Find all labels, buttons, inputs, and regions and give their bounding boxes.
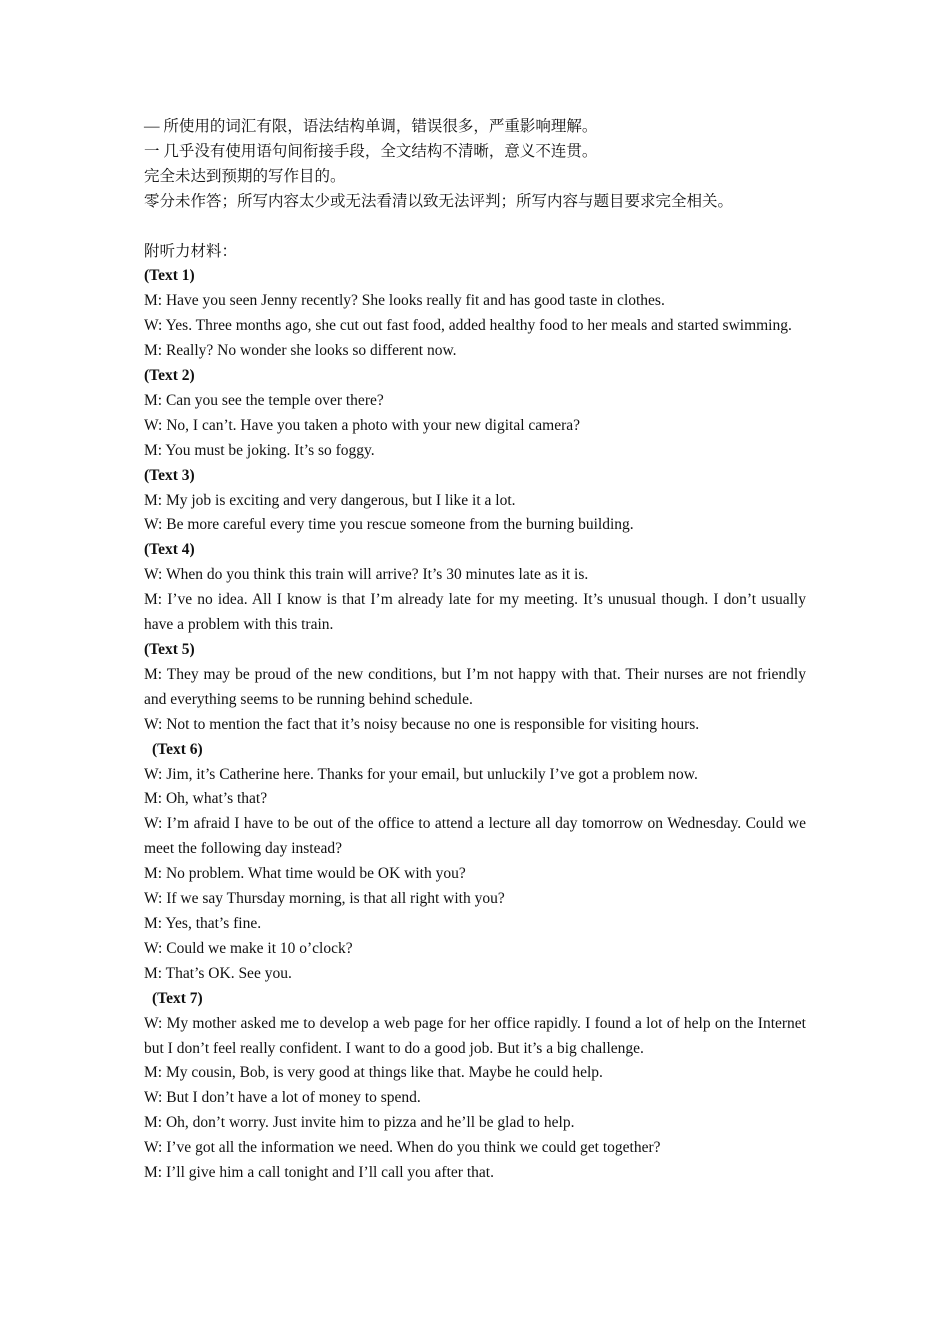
dialogue-line: W: Yes. Three months ago, she cut out fast food, added healthy food to her meals and started swimming. <box>144 317 792 335</box>
dialogue-line: W: No, I can’t. Have you taken a photo with your new digital camera? <box>144 416 581 434</box>
text-heading: (Text 2) <box>144 367 195 385</box>
criterion-line: 一 几乎没有使用语句间衔接手段，全文结构不清晰，意义不连贯。 <box>144 142 598 160</box>
dialogue-line: M: I’ll give him a call tonight and I’ll call you after that. <box>144 1164 494 1182</box>
appendix-title: 附听力材料： <box>144 242 238 260</box>
dialogue-line: M: Have you seen Jenny recently? She looks really fit and has good taste in clothes. <box>144 292 665 310</box>
text-heading: (Text 3) <box>144 466 195 484</box>
text-heading: (Text 4) <box>144 541 195 559</box>
dialogue-line: W: Jim, it’s Catherine here. Thanks for your email, but unluckily I’ve got a problem now. <box>144 765 698 783</box>
dialogue-line: M: Oh, don’t worry. Just invite him to pizza and he’ll be glad to help. <box>144 1114 575 1132</box>
dialogue-line: W: I’m afraid I have to be out of the office to attend a lecture all day tomorrow on Wednesday. Could we meet the following day instead? <box>144 815 806 858</box>
dialogue-line: M: I’ve no idea. All I know is that I’m already late for my meeting. It’s unusual though. I don’t usually have a problem with this train. <box>144 591 806 634</box>
dialogue-line: W: When do you think this train will arrive? It’s 30 minutes late as it is. <box>144 566 589 584</box>
scoring-criteria <box>144 115 806 215</box>
text-heading: (Text 1) <box>144 267 195 285</box>
dialogue-line: W: But I don’t have a lot of money to spend. <box>144 1089 421 1107</box>
dialogue-line: W: My mother asked me to develop a web page for her office rapidly. I found a lot of help on the Internet but I don’t feel really confident. I want to do a good job. But it’s a big challenge. <box>144 1014 806 1057</box>
criterion-line: 零分未作答；所写内容太少或无法看清以致无法评判；所写内容与题目要求完全相关。 <box>144 192 734 210</box>
dialogue-line: W: Be more careful every time you rescue someone from the burning building. <box>144 516 634 534</box>
criterion-line: 完全未达到预期的写作目的。 <box>144 167 346 185</box>
dialogue-line: M: You must be joking. It’s so foggy. <box>144 441 375 459</box>
listening-text-2 <box>144 364 806 464</box>
listening-text-6 <box>144 738 806 987</box>
listening-text-3 <box>144 464 806 539</box>
dialogue-line: W: Could we make it 10 o’clock? <box>144 939 353 957</box>
listening-text-7 <box>144 987 806 1186</box>
dialogue-line: M: Yes, that’s fine. <box>144 914 262 932</box>
dialogue-line: M: They may be proud of the new conditions, but I’m not happy with that. Their nurses are not friendly and everything seems to be running behind schedule. <box>144 665 806 708</box>
criterion-line: — 所使用的词汇有限，语法结构单调，错误很多，严重影响理解。 <box>144 118 598 135</box>
dialogue-line: M: Oh, what’s that? <box>144 790 268 808</box>
dialogue-line: W: Not to mention the fact that it’s noisy because no one is responsible for visiting hours. <box>144 715 700 733</box>
spacer <box>144 215 806 240</box>
listening-text-5 <box>144 638 806 738</box>
listening-text-1 <box>144 264 806 364</box>
dialogue-line: M: Can you see the temple over there? <box>144 391 384 409</box>
dialogue-line: M: My job is exciting and very dangerous, but I like it a lot. <box>144 491 516 509</box>
listening-text-4 <box>144 538 806 638</box>
dialogue-line: M: Really? No wonder she looks so different now. <box>144 342 457 360</box>
dialogue-line: M: My cousin, Bob, is very good at things like that. Maybe he could help. <box>144 1064 603 1082</box>
text-heading: (Text 5) <box>144 641 195 659</box>
dialogue-line: W: If we say Thursday morning, is that all right with you? <box>144 890 505 908</box>
text-heading: (Text 6) <box>152 740 203 758</box>
text-heading: (Text 7) <box>152 989 203 1007</box>
dialogue-line: M: No problem. What time would be OK with you? <box>144 865 466 883</box>
dialogue-line: M: That’s OK. See you. <box>144 964 292 982</box>
dialogue-line: W: I’ve got all the information we need. When do you think we could get together? <box>144 1139 661 1157</box>
document-page <box>144 115 806 1186</box>
